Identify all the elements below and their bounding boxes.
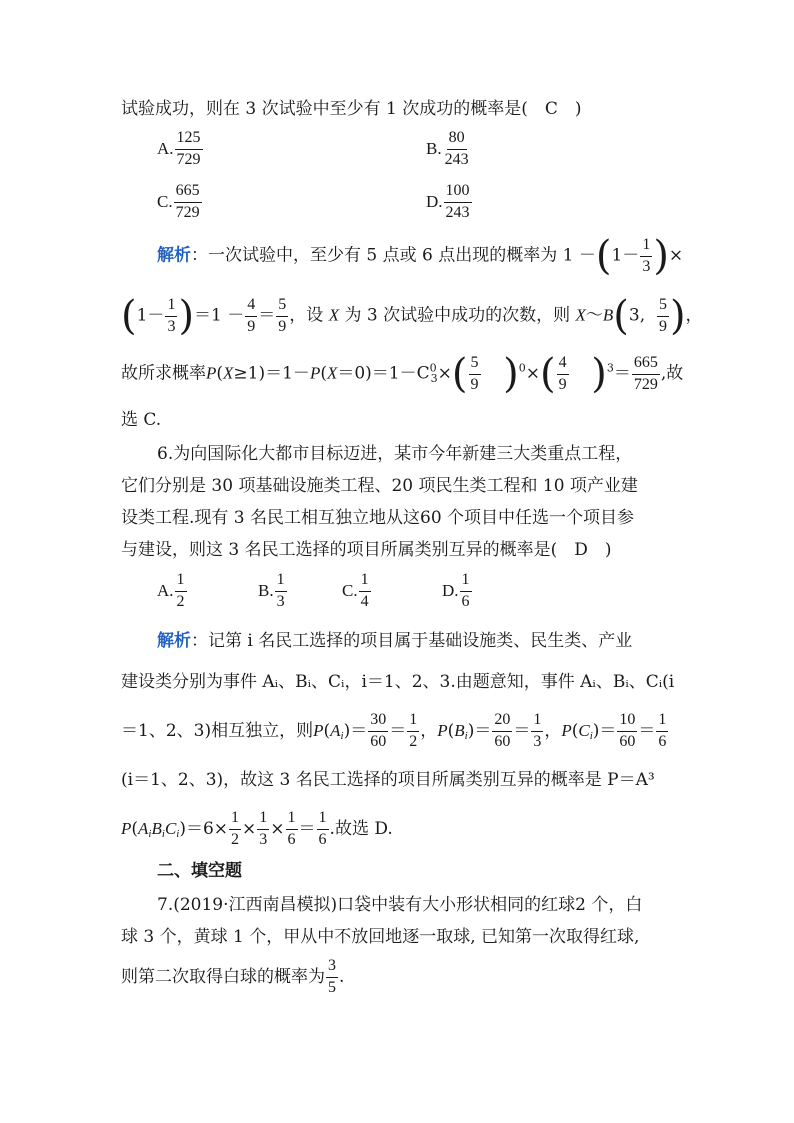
q6-solution-line-3: ＝1、2、3)相互独立，则$P(A_i)=$ $\frac{30}{60}$ ＝ $\frac{1}{2}$ ，$P(B_i)=$ $\frac{20}{60}$ ＝ $\frac{1}{3}$ ，$P(C_i)=$ $\frac{10}{60}$ ＝ $\frac{1}{6}$ [121,711,667,750]
q6-solution-line-2: 建设类分别为事件 Aᵢ、Bᵢ、Cᵢ，i＝1、2、3.由题意知，事件 Aᵢ、Bᵢ、Cᵢ(i [121,672,675,692]
fraction: $\frac{80}{243}$ [444,129,469,168]
q5-option-c: C. $\frac{665}{729}$ [157,182,200,221]
q6-solution-line-1: 解析：记第 i 名民工选择的项目属于基础设施类、民生类、产业 [157,631,633,651]
q6-solution-line-5: $P(A_iB_iC_i)=6\times$ $\frac{1}{2}$ × $\frac{1}{3}$ × $\frac{1}{6}$ ＝ $\frac{1}{6}$ .故选 D. [121,809,393,848]
q7-stem-line-2: 球 3 个，黄球 1 个，甲从中不放回地逐一取球, 已知第一次取得红球, [121,927,640,947]
q5-solution-line-1: 解析：一次试验中，至少有 5 点或 6 点出现的概率为 1 －(1－ $\frac{1}{3}$ )× [157,233,684,279]
q5-stem-line: 试验成功，则在 3 次试验中至少有 1 次成功的概率是( C ) [121,99,582,119]
q7-stem-line-1: 7.(2019·江西南昌模拟)口袋中装有大小形状相同的红球2 个，白 [157,895,643,915]
q5-option-b: B. $\frac{80}{243}$ [426,129,469,168]
q6-option-a: A. $\frac{1}{2}$ [157,571,185,610]
fraction: $\frac{665}{729}$ [175,182,200,221]
q5-option-d: D. $\frac{100}{243}$ [426,182,470,221]
solution-label: 解析 [157,245,191,266]
q5-solution-line-2: (1－ $\frac{1}{3}$ )＝1 － $\frac{4}{9}$ ＝ $\frac{5}{9}$ ，设 X 为 3 次试验中成功的次数，则 X～B(3, $\frac{5}{9}$ )， [121,293,703,339]
q6-option-d: D. $\frac{1}{6}$ [442,571,470,610]
q6-stem-line-1: 6.为向国际化大都市目标迈进，某市今年新建三大类重点工程， [157,444,633,464]
q5-solution-line-3: 故所求概率$P(X\ge 1)=1-P(X=0)=1-C^0_3\times$( $\frac{5}{9}$ )$^0$×( $\frac{4}{9}$ )$^3$＝ $\frac{665}{729}$ ,故 [121,351,684,397]
q6-stem-line-4: 与建设，则这 3 名民工选择的项目所属类别互异的概率是( D ) [121,540,612,560]
q6-solution-line-4: (i＝1、2、3)，故这 3 名民工选择的项目所属类别互异的概率是 P＝A³ [121,770,655,790]
solution-label: 解析 [157,631,191,651]
q7-stem-line-3: 则第二次取得白球的概率为 $\frac{3}{5}$ . [121,957,345,996]
q6-option-c: C. $\frac{1}{4}$ [342,571,369,610]
q6-stem-line-2: 它们分别是 30 项基础设施类工程、20 项民生类工程和 10 项产业建 [121,476,638,496]
q6-option-b: B. $\frac{1}{3}$ [258,571,285,610]
q6-stem-line-3: 设类工程.现有 3 名民工相互独立地从这60 个项目中任选一个项目参 [121,508,635,528]
answer-fraction: $\frac{3}{5}$ [328,957,336,996]
fraction: $\frac{100}{243}$ [445,182,470,221]
section-heading: 二、填空题 [157,861,242,881]
fraction: $\frac{125}{729}$ [176,129,201,168]
q5-solution-line-4: 选 C. [121,410,162,430]
q5-option-a: A. $\frac{125}{729}$ [157,129,201,168]
